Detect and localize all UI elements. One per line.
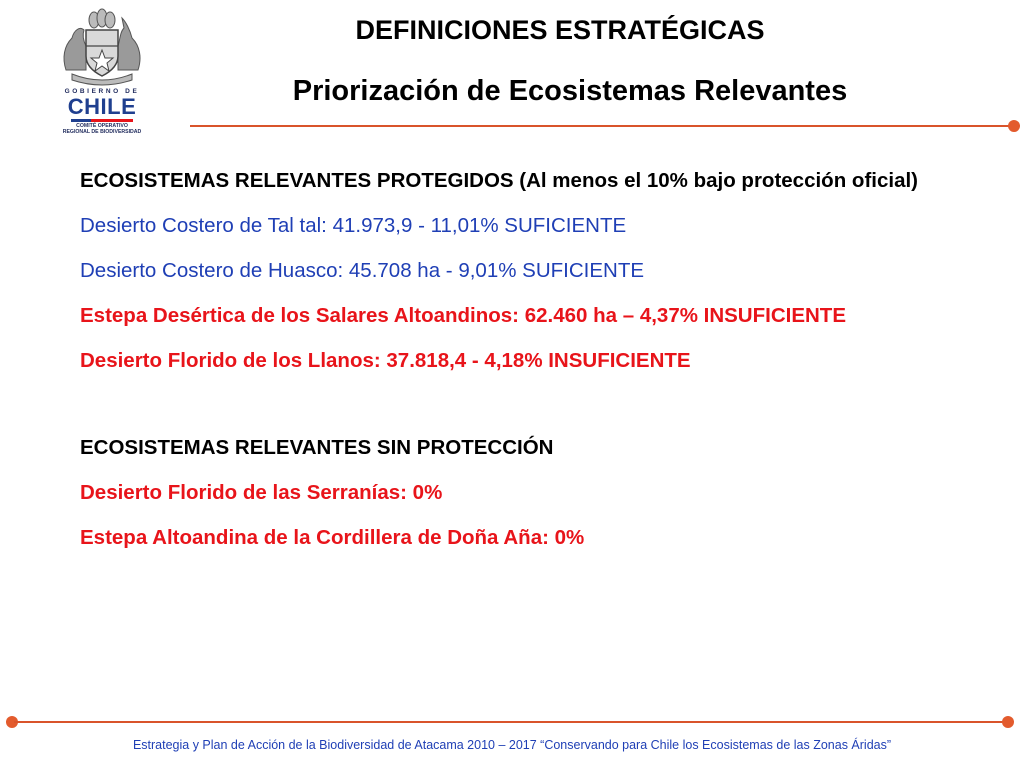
footer-divider-right-dot-icon: [1002, 716, 1014, 728]
coat-of-arms-icon: [52, 8, 152, 88]
logo-flag-bar: [71, 119, 133, 122]
header-divider-dot-icon: [1008, 120, 1020, 132]
list-item: Desierto Florido de los Llanos: 37.818,4 - 4,18% INSUFICIENTE: [80, 349, 691, 372]
page-title: DEFINICIONES ESTRATÉGICAS: [355, 15, 765, 45]
logo-country-text: CHILE: [67, 94, 137, 119]
list-item: Estepa Altoandina de la Cordillera de Doña Aña: 0%: [80, 526, 585, 549]
list-item: Desierto Florido de las Serranías: 0%: [80, 481, 443, 504]
page-subtitle: Priorización de Ecosistemas Relevantes: [292, 75, 848, 107]
logo-gobierno-text: GOBIERNO DE: [64, 88, 140, 95]
logo-org-line2: REGIONAL DE BIODIVERSIDAD: [62, 129, 142, 135]
footer-divider: [14, 721, 1010, 723]
logo-org-line1: COMITÉ OPERATIVO: [76, 123, 128, 129]
ecosystem-content: [80, 166, 940, 552]
section-protected-heading: ECOSISTEMAS RELEVANTES PROTEGIDOS (Al menos el 10% bajo protección oficial): [80, 169, 918, 192]
list-item: Estepa Desértica de los Salares Altoandinos: 62.460 ha – 4,37% INSUFICIENTE: [80, 304, 847, 327]
list-item: Desierto Costero de Huasco: 45.708 ha - 9,01% SUFICIENTE: [80, 259, 645, 282]
logo-org-text: [52, 123, 152, 135]
section-unprotected-heading: ECOSISTEMAS RELEVANTES SIN PROTECCIÓN: [80, 436, 554, 459]
header-divider: [190, 125, 1016, 127]
gobierno-de-chile-logo: [52, 8, 152, 136]
footer-text: Estrategia y Plan de Acción de la Biodiversidad de Atacama 2010 – 2017 “Conservando para Chile los Ecosistemas de las Zonas Áridas”: [132, 738, 892, 752]
list-item: Desierto Costero de Tal tal: 41.973,9 - 11,01% SUFICIENTE: [80, 214, 627, 237]
